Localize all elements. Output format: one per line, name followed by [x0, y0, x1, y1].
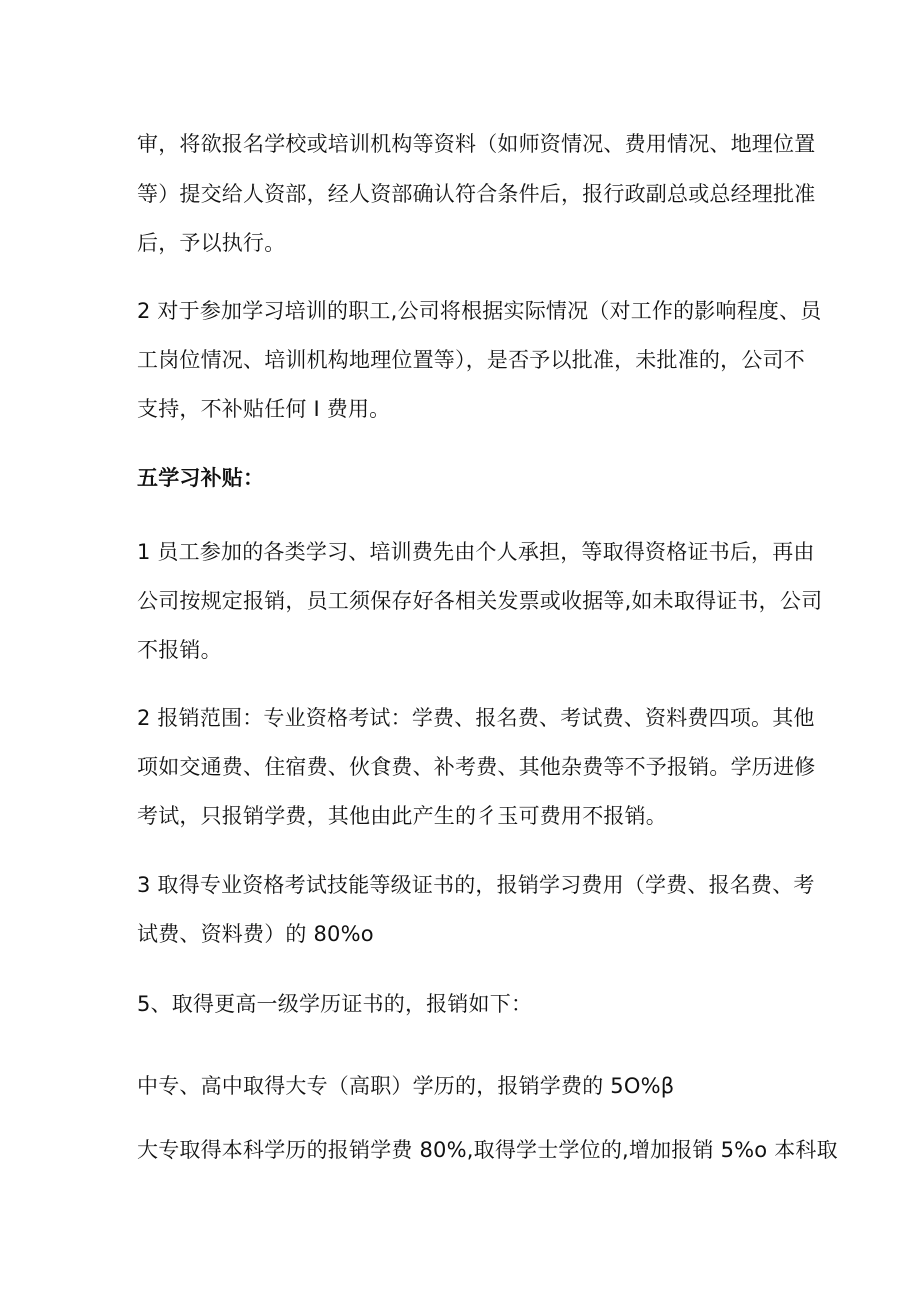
paragraph-line: 中专、高中取得大专（高职）学历的，报销学费的 5O%β: [137, 1074, 675, 1098]
paragraph-line: 项如交通费、住宿费、伙食费、补考费、其他杂费等不予报销。学历进修: [137, 755, 816, 779]
paragraph-line: 1 员工参加的各类学习、培训费先由个人承担，等取得资格证书后，再由: [137, 540, 815, 564]
paragraph-line: 2 报销范围：专业资格考试：学费、报名费、考试费、资料费四项。其他: [137, 706, 815, 730]
paragraph-line: 支持，不补贴任何 I 费用。: [137, 397, 391, 421]
paragraph-line: 考试，只报销学费，其他由此产生的彳玉可费用不报销。: [137, 804, 667, 828]
paragraph-line: 大专取得本科学历的报销学费 80%,取得学士学位的,增加报销 5%o 本科取: [137, 1138, 838, 1162]
paragraph-line: 工岗位情况、培训机构地理位置等），是否予以批准，未批准的，公司不: [137, 348, 805, 372]
paragraph-line: 审，将欲报名学校或培训机构等资料（如师资情况、费用情况、地理位置: [137, 132, 816, 156]
paragraph-line: 公司按规定报销，员工须保存好各相关发票或收据等,如未取得证书，公司: [137, 589, 823, 613]
section-heading: 五学习补贴：: [137, 466, 265, 490]
paragraph-line: 试费、资料费）的 80%o: [137, 922, 374, 946]
paragraph-line: 2 对于参加学习培训的职工,公司将根据实际情况（对工作的影响程度、员: [137, 299, 822, 323]
paragraph-line: 等）提交给人资部，经人资部确认符合条件后，报行政副总或总经理批准: [137, 182, 816, 206]
paragraph-line: 后，予以执行。: [137, 231, 286, 255]
paragraph-line: 不报销。: [137, 638, 222, 662]
paragraph-line: 3 取得专业资格考试技能等级证书的，报销学习费用（学费、报名费、考: [137, 873, 815, 897]
paragraph-line: 5、取得更高一级学历证书的，报销如下：: [137, 992, 533, 1016]
